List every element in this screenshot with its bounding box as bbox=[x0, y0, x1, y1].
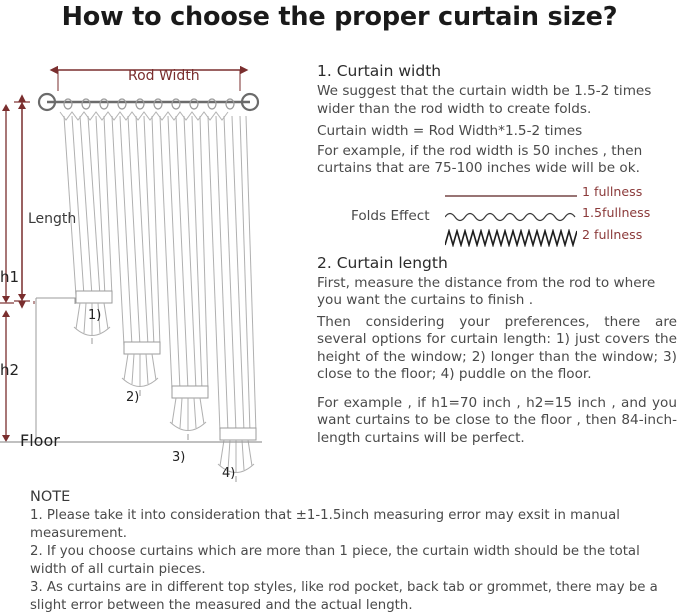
section-1-paragraph-1: We suggest that the curtain width be 1.5-2 times wider than the rod width to create folds. bbox=[317, 83, 652, 117]
curtain-diagram-svg bbox=[0, 46, 312, 486]
fullness-2-label: 2 fullness bbox=[582, 226, 643, 242]
option-marker-1: 1) bbox=[88, 308, 102, 323]
section-1-heading: 1. Curtain width bbox=[317, 62, 442, 80]
folds-effect-block bbox=[317, 184, 677, 250]
section-1-formula: Curtain width = Rod Width*1.5-2 times bbox=[317, 123, 583, 139]
fullness-1-5-label: 1.5fullness bbox=[582, 204, 651, 220]
h1-label: h1 bbox=[0, 268, 20, 286]
note-line-3: 3. As curtains are in different top styles, like rod pocket, back tab or grommet, there may be a slight error between the measured and the actual length. bbox=[30, 580, 658, 613]
section-2-example: For example , if h1=70 inch , h2=15 inch , and you want curtains to be close to the floor , then 84-inch-length curtains will be perfect. bbox=[317, 394, 677, 446]
h2-label: h2 bbox=[0, 361, 20, 379]
option-marker-4: 4) bbox=[222, 466, 236, 481]
fullness-2-wave-icon bbox=[445, 229, 577, 247]
floor-label: Floor bbox=[20, 431, 60, 450]
fullness-1-label: 1 fullness bbox=[582, 183, 643, 199]
option-marker-3: 3) bbox=[172, 450, 186, 465]
length-label: Length bbox=[28, 211, 77, 227]
fullness-1-wave-icon bbox=[445, 190, 577, 202]
fullness-1-5-wave-icon bbox=[445, 210, 577, 224]
instructions-column bbox=[317, 62, 677, 449]
note-line-2: 2. If you choose curtains which are more than 1 piece, the curtain width should be the total width of all curtain pieces. bbox=[30, 544, 640, 577]
folds-effect-label: Folds Effect bbox=[351, 207, 430, 224]
section-2-paragraph-1: First, measure the distance from the rod to where you want the curtains to finish . bbox=[317, 274, 656, 308]
page-title: How to choose the proper curtain size? bbox=[61, 2, 618, 32]
rod-width-label: Rod Width bbox=[128, 68, 200, 84]
section-1-example: For example, if the rod width is 50 inches , then curtains that are 75-100 inches wide will be ok. bbox=[317, 142, 643, 176]
section-2-paragraph-2: Then considering your preferences, there are several options for curtain length: 1) just covers the height of the window; 2) longer than the window; 3) close to the floor; 4) puddle on the floor. bbox=[317, 313, 677, 382]
curtain-diagram bbox=[0, 46, 312, 486]
option-marker-2: 2) bbox=[126, 390, 140, 405]
section-2-heading: 2. Curtain length bbox=[317, 253, 448, 272]
note-line-1: 1. Please take it into consideration that ±1-1.5inch measuring error may exsit in manual measurement. bbox=[30, 508, 620, 541]
notes-heading: NOTE bbox=[30, 489, 71, 505]
notes-block bbox=[30, 489, 660, 615]
